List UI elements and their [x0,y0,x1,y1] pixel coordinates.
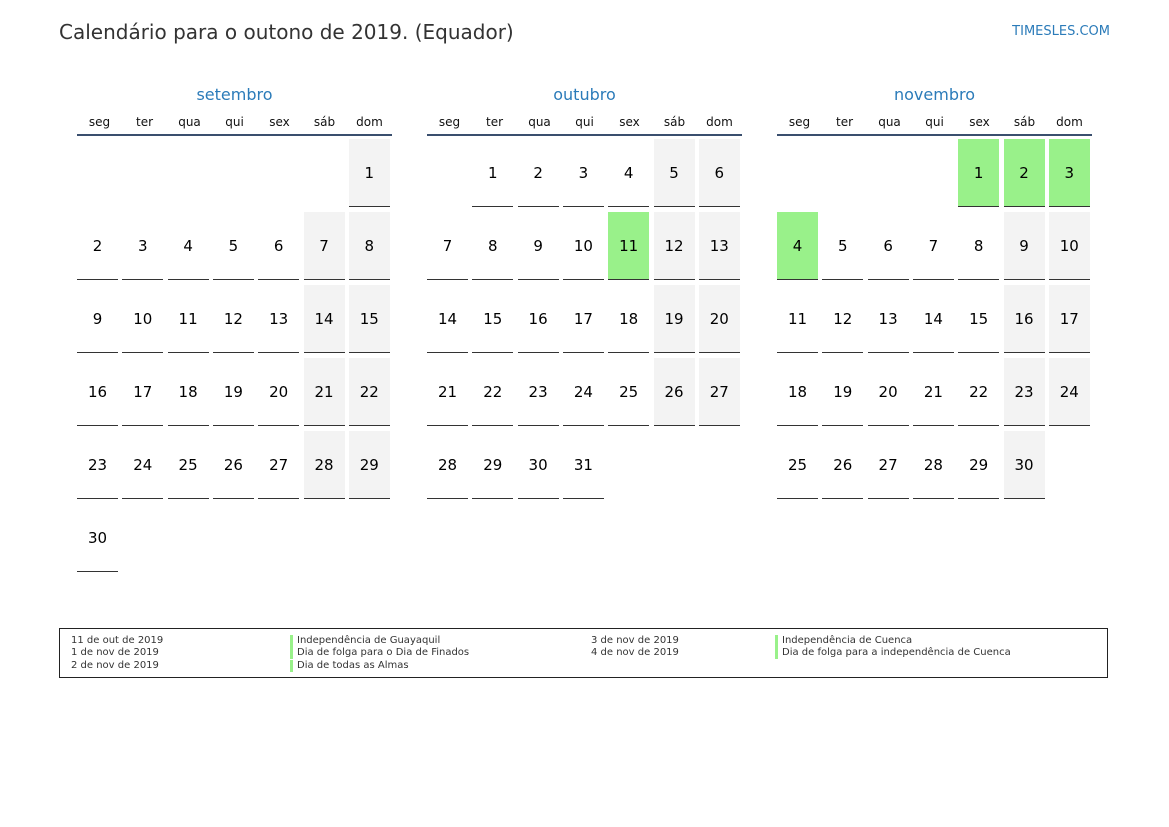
weekday-label: dom [356,115,383,129]
day-cell: 29 [958,431,999,499]
legend-holiday-name: Dia de folga para a independência de Cuenca [775,647,1011,659]
day-cell: 22 [349,358,390,426]
month-0 [77,84,392,547]
day-cell: 24 [1049,358,1090,426]
day-cell: 31 [563,431,604,499]
weekday-label: seg [88,115,111,129]
day-cell: 9 [518,212,559,280]
holiday-day-cell: 4 [777,212,818,280]
day-cell: 25 [608,358,649,426]
day-cell: 6 [258,212,299,280]
day-cell: 4 [168,212,209,280]
legend-date: 3 de nov de 2019 [591,635,679,646]
weekday-label: qui [575,115,594,129]
brand-link[interactable]: TIMESLES.COM [1012,24,1110,39]
day-cell: 7 [304,212,345,280]
day-cell: 22 [958,358,999,426]
weekday-label: qui [925,115,944,129]
day-cell: 15 [349,285,390,353]
day-cell: 9 [77,285,118,353]
day-cell: 10 [122,285,163,353]
day-cell: 24 [563,358,604,426]
day-cell: 29 [472,431,513,499]
weekday-label: qua [178,115,201,129]
legend-holiday-name: Dia de folga para o Dia de Finados [290,647,469,659]
day-cell: 15 [472,285,513,353]
day-cell: 14 [913,285,954,353]
day-cell: 1 [349,139,390,207]
day-cell: 21 [427,358,468,426]
day-cell: 26 [654,358,695,426]
day-cell: 30 [1004,431,1045,499]
day-cell: 21 [304,358,345,426]
day-cell: 22 [472,358,513,426]
weekday-label: sex [619,115,640,129]
day-cell: 6 [699,139,740,207]
page-title: Calendário para o outono de 2019. (Equador) [59,20,514,44]
day-cell: 20 [258,358,299,426]
weekday-header [777,110,1092,136]
day-cell: 2 [77,212,118,280]
holiday-day-cell: 11 [608,212,649,280]
day-cell: 13 [258,285,299,353]
weekday-label: seg [788,115,811,129]
day-cell: 19 [213,358,254,426]
weekday-label: ter [485,115,504,129]
day-cell: 26 [213,431,254,499]
day-cell: 20 [868,358,909,426]
day-cell: 20 [699,285,740,353]
day-cell: 27 [699,358,740,426]
day-cell: 28 [304,431,345,499]
legend-date: 4 de nov de 2019 [591,647,679,658]
day-cell: 14 [427,285,468,353]
day-cell: 25 [777,431,818,499]
day-cell: 15 [958,285,999,353]
day-cell: 18 [777,358,818,426]
day-cell: 12 [213,285,254,353]
weekday-label: qui [225,115,244,129]
day-cell: 13 [868,285,909,353]
day-cell: 13 [699,212,740,280]
day-cell: 16 [77,358,118,426]
legend-date: 11 de out de 2019 [71,635,164,646]
day-cell: 10 [1049,212,1090,280]
day-cell: 14 [304,285,345,353]
day-cell: 28 [913,431,954,499]
holiday-day-cell: 3 [1049,139,1090,207]
legend-holiday-name: Independência de Cuenca [775,635,912,647]
day-cell: 4 [608,139,649,207]
weekday-header [77,110,392,136]
weekday-label: qua [878,115,901,129]
weekday-label: dom [706,115,733,129]
day-cell: 30 [77,504,118,572]
day-cell: 18 [608,285,649,353]
legend-holiday-name: Dia de todas as Almas [290,660,409,672]
day-cell: 17 [1049,285,1090,353]
day-cell: 3 [563,139,604,207]
holiday-legend [59,628,1108,678]
day-cell: 26 [822,431,863,499]
weekday-label: sex [269,115,290,129]
weekday-label: ter [835,115,854,129]
day-cell: 8 [472,212,513,280]
day-cell: 16 [518,285,559,353]
weekday-label: sáb [1013,115,1036,129]
day-cell: 17 [122,358,163,426]
day-cell: 19 [654,285,695,353]
day-cell: 11 [168,285,209,353]
day-cell: 9 [1004,212,1045,280]
day-cell: 21 [913,358,954,426]
day-cell: 8 [349,212,390,280]
day-cell: 30 [518,431,559,499]
day-cell: 6 [868,212,909,280]
day-cell: 19 [822,358,863,426]
month-name: setembro [196,85,273,104]
day-cell: 28 [427,431,468,499]
day-cell: 5 [213,212,254,280]
legend-date: 1 de nov de 2019 [71,647,159,658]
weekday-label: dom [1056,115,1083,129]
day-cell: 25 [168,431,209,499]
day-cell: 1 [472,139,513,207]
day-cell: 3 [122,212,163,280]
weekday-label: sáb [663,115,686,129]
day-cell: 8 [958,212,999,280]
day-cell: 5 [654,139,695,207]
day-cell: 27 [868,431,909,499]
weekday-label: sáb [313,115,336,129]
day-cell: 12 [654,212,695,280]
month-name: outubro [553,85,616,104]
day-cell: 24 [122,431,163,499]
month-1 [427,84,742,474]
day-cell: 10 [563,212,604,280]
day-cell: 16 [1004,285,1045,353]
day-cell: 7 [913,212,954,280]
weekday-label: seg [438,115,461,129]
weekday-label: sex [969,115,990,129]
weekday-label: ter [135,115,154,129]
day-cell: 23 [77,431,118,499]
holiday-day-cell: 1 [958,139,999,207]
day-cell: 12 [822,285,863,353]
month-2 [777,84,1092,474]
day-cell: 23 [518,358,559,426]
legend-holiday-name: Independência de Guayaquil [290,635,440,647]
day-cell: 5 [822,212,863,280]
day-cell: 11 [777,285,818,353]
month-name: novembro [894,85,975,104]
day-cell: 2 [518,139,559,207]
day-cell: 17 [563,285,604,353]
holiday-day-cell: 2 [1004,139,1045,207]
weekday-header [427,110,742,136]
weekday-label: qua [528,115,551,129]
day-cell: 27 [258,431,299,499]
day-cell: 29 [349,431,390,499]
legend-date: 2 de nov de 2019 [71,660,159,671]
day-cell: 7 [427,212,468,280]
day-cell: 23 [1004,358,1045,426]
day-cell: 18 [168,358,209,426]
